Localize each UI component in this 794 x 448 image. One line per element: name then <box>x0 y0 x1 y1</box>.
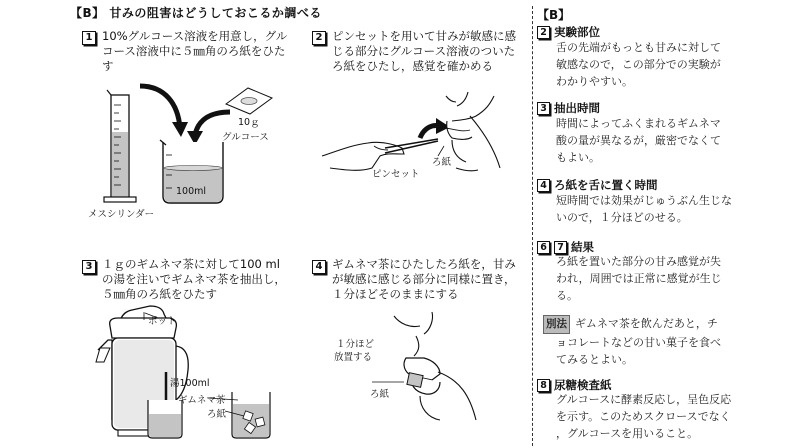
step-1-line: 10%グルコース溶液を用意し，グル <box>102 29 288 43</box>
section-number: 8 <box>537 379 550 392</box>
sidebar-section-body <box>556 39 786 90</box>
wait-label-1: １分ほど <box>336 339 375 350</box>
sidebar-section-body <box>556 391 788 442</box>
section-heading-text: ろ紙を舌に置く時間 <box>554 178 658 192</box>
sidebar-title: 【B】 <box>537 8 571 22</box>
body-line: 舌の先端がもっとも甘みに対して <box>556 41 721 54</box>
body-line: ，グルコースを用いること。 <box>556 427 699 440</box>
step-3-number: 3 <box>82 260 96 274</box>
section-number: 3 <box>537 102 550 115</box>
body-line: 時間によってふくまれるギムネマ <box>556 117 721 130</box>
section-number: 2 <box>537 26 550 39</box>
section-number: 7 <box>554 241 567 254</box>
body-line: もよい。 <box>556 151 600 164</box>
glucose-label: グルコース <box>222 132 269 143</box>
section-number: 6 <box>537 241 550 254</box>
cylinder-label: メスシリンダー <box>88 209 155 220</box>
section-heading-text: 結果 <box>571 240 594 254</box>
hot-water-label: 湯100ml <box>170 378 210 389</box>
step-2-line: ろ紙をひたし，感覚を確かめる <box>332 59 493 73</box>
step-4-line: １分ほどそのままにする <box>332 287 459 301</box>
body-line: を示す。このためスクロースでなく <box>556 410 731 423</box>
pot-label: ポット <box>148 316 177 327</box>
step-4-number: 4 <box>312 260 326 274</box>
body-line: てみるとよい。 <box>556 353 633 366</box>
step-4-line: ギムネマ茶にひたしたろ紙を，甘み <box>332 257 516 271</box>
beaker-volume-label: 100ml <box>176 186 207 197</box>
alternative-method-section <box>543 315 785 368</box>
sidebar-section-body <box>556 192 786 226</box>
sidebar-section-heading <box>537 100 600 116</box>
filter-paper-label-3: ろ紙 <box>370 389 390 400</box>
gymnema-tea-label: ギムネマ茶 <box>178 395 226 406</box>
body-line: いので，１分ほどのせる。 <box>556 211 688 224</box>
filter-paper-icon <box>407 373 423 388</box>
alternative-method-tag: 別法 <box>543 315 570 334</box>
filter-paper-label: ろ紙 <box>432 157 452 168</box>
section-heading-text: 尿糖検査紙 <box>554 378 612 392</box>
section-heading-text: 抽出時間 <box>554 101 600 115</box>
gram-label: 10ｇ <box>238 117 260 128</box>
step-3-line: の湯を注いでギムネマ茶を抽出し， <box>102 272 286 286</box>
step-3-line: ５㎜角のろ紙をひたす <box>102 287 217 301</box>
body-line: ョコレートなどの甘い菓子を食べ <box>556 336 721 349</box>
sidebar-section-heading <box>537 24 600 40</box>
tweezers-label: ピンセット <box>372 169 420 180</box>
body-line: われ，周囲では正常に感覚が生じ <box>556 272 722 285</box>
step-1-line: す <box>102 59 114 73</box>
sidebar-section-heading <box>537 177 658 193</box>
step-2-line: ピンセットを用いて甘みが敏感に感 <box>332 29 516 43</box>
body-line: 敏感なので，この部分での実験が <box>556 58 721 71</box>
filter-paper-label-2: ろ紙 <box>207 409 227 420</box>
body-line: ろ紙を置いた部分の甘み感覚が失 <box>556 255 721 268</box>
body-line: 酸の量が異なるが，厳密でなくて <box>556 134 721 147</box>
sidebar-section-body <box>556 115 786 166</box>
column-divider <box>532 6 533 446</box>
section-heading-text: 実験部位 <box>554 25 600 39</box>
wait-label-2: 放置する <box>334 352 373 363</box>
body-line: 短時間では効果がじゅうぶん生じな <box>556 194 732 207</box>
body-line: る。 <box>556 289 578 302</box>
step-1-number: 1 <box>82 31 96 45</box>
body-line: ギムネマ茶を飲んだあと，チ <box>575 317 718 330</box>
step-1-line: コース溶液中に５㎜角のろ紙をひた <box>102 44 286 58</box>
body-line: わかりやすい。 <box>556 75 633 88</box>
step-3-line: １ｇのギムネマ茶に対して100 ml <box>102 257 280 271</box>
step-4-line: が敏感に感じる部分に同様に置き， <box>332 272 516 286</box>
step-2-number: 2 <box>312 31 326 45</box>
step-2-line: じる部分にグルコース溶液のついた <box>332 44 516 58</box>
page-title: 【B】 甘みの阻害はどうしておこるか調べる <box>70 6 322 20</box>
face-icon <box>394 312 476 420</box>
section-number: 4 <box>537 179 550 192</box>
sidebar-section-body <box>556 253 786 304</box>
body-line: グルコースに酵素反応し，呈色反応 <box>556 393 732 406</box>
